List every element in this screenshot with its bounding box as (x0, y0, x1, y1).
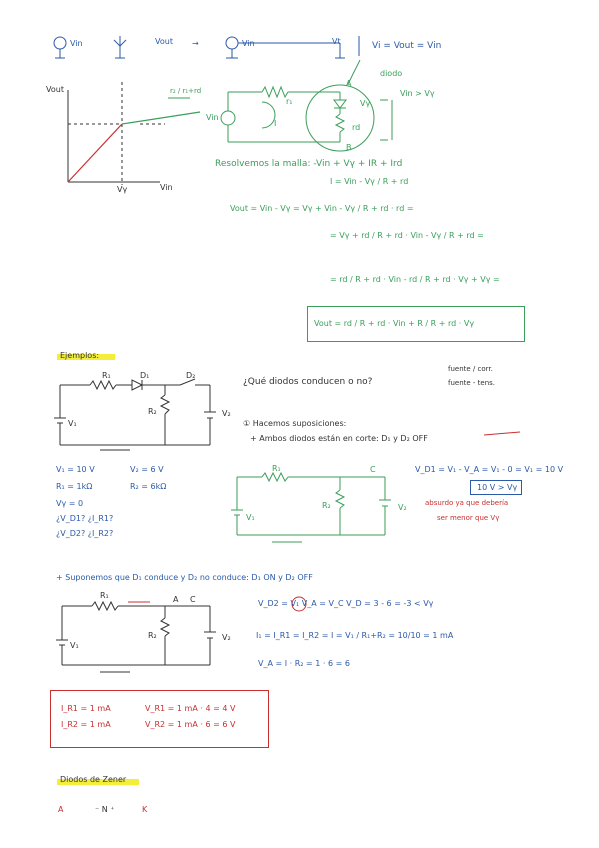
c4-v1: V₁ (70, 641, 79, 650)
transfer-graph (68, 82, 200, 185)
absurdo-line-2: ser menor que Vγ (437, 514, 500, 522)
result-box-red (50, 690, 269, 748)
c4-c: C (190, 595, 196, 604)
c3-r1: R₁ (272, 464, 281, 473)
param-vgamma: Vγ = 0 (56, 499, 84, 508)
result-box (307, 306, 525, 342)
derivation-line-1: Resolvemos la malla: -Vin + Vγ + IR + Ird (215, 159, 403, 169)
fuente-tens: fuente - tens. (448, 379, 496, 387)
c1-label-b: B (346, 143, 352, 152)
ejemplos-heading: Ejemplos: (60, 351, 100, 360)
derivation-line-3: Vout = Vin - Vγ = Vγ + Vin - Vγ / R + rd · rd = (230, 204, 414, 213)
res-vr2: V_R2 = 1 mA · 6 = 6 V (145, 720, 236, 729)
c2-d2: D₂ (186, 371, 196, 380)
c3-c: C (370, 465, 376, 474)
c1-label-a: A (346, 79, 352, 88)
derivation-line-4: = Vγ + rd / R + rd · Vin - Vγ / R + rd = (330, 231, 484, 240)
circuit-2 (54, 379, 216, 450)
zener-left: A (58, 805, 64, 814)
hypothesis-1: ① Hacemos suposiciones: (243, 419, 347, 428)
result-formula: Vout = rd / R + rd · Vin + R / R + rd · Vγ (314, 319, 475, 328)
zener-right: K (142, 805, 148, 814)
c2-v2: V₂ (222, 409, 231, 418)
hypothesis-2: + Ambos diodos están en corte: D₁ y D₂ OFF (250, 434, 428, 443)
zener-heading: Diodos de Zener (60, 775, 127, 784)
c3-v2: V₂ (398, 503, 407, 512)
param-v1: V₁ = 10 V (56, 465, 95, 474)
suposicion-2: + Suponemos que D₁ conduce y D₂ no conduce: D₁ ON y D₂ OFF (56, 573, 313, 582)
top-probe-left (114, 36, 126, 58)
derivation-line-2: I = Vin - Vγ / R + rd (330, 177, 409, 186)
c3-v1: V₁ (246, 513, 255, 522)
c1-label-vin: Vin (206, 113, 219, 122)
c2-r1: R₁ (102, 371, 111, 380)
top-source-left (54, 37, 66, 58)
zener-symbol: ⁻ N ⁺ (95, 805, 115, 814)
boxed-text: 10 V > Vγ (477, 483, 518, 492)
graph-xtick: Vγ (117, 185, 128, 194)
res-vr1: V_R1 = 1 mA · 4 = 4 V (145, 704, 236, 713)
strike-mark (484, 432, 520, 435)
top-src-left-label: Vin (70, 39, 83, 48)
param-v2: V₂ = 6 V (130, 465, 164, 474)
c1-vin-vy: Vin > Vγ (400, 89, 435, 98)
c4-a: A (173, 595, 179, 604)
top-vout-left: Vout (155, 37, 173, 46)
top-vout-right: Vt (332, 37, 341, 46)
question-text: ¿Qué diodos conducen o no? (243, 377, 373, 387)
boxed-result (470, 480, 522, 495)
c2-d1: D₁ (140, 371, 150, 380)
top-src-right-label: Vin (242, 39, 255, 48)
vd1-equation: V_D1 = V₁ - V_A = V₁ - 0 = V₁ = 10 V (415, 465, 564, 474)
c4-r1: R₁ (100, 591, 109, 600)
c2-v1: V₁ (68, 419, 77, 428)
c1-label-vgamma: Vγ (360, 99, 371, 108)
param-q2: ¿V_D2? ¿I_R2? (56, 529, 114, 538)
eq-va: V_A = I · R₂ = 1 · 6 = 6 (258, 659, 350, 668)
c4-v2: V₂ (222, 633, 231, 642)
derivation-line-5: = rd / R + rd · Vin - rd / R + rd · Vγ + Vγ = (330, 275, 500, 284)
c1-label-i: I (274, 119, 277, 128)
fuente-corr: fuente / corr. (448, 365, 493, 373)
res-ir2: I_R2 = 1 mA (61, 720, 111, 729)
eq-vd2: V_D2 = V₁ V_A = V_C V_D = 3 - 6 = -3 < Vγ (258, 599, 434, 608)
absurdo-line-1: absurdo ya que debería (425, 499, 509, 507)
graph-xlabel: Vin (160, 183, 173, 192)
top-arrow: → (192, 39, 199, 48)
c1-diode-label: diodo (380, 69, 403, 78)
param-q1: ¿V_D1? ¿I_R1? (56, 514, 114, 523)
c3-r2: R₂ (322, 501, 331, 510)
graph-ylabel: Vout (46, 85, 64, 94)
circuit-4 (56, 602, 216, 672)
param-r2: R₂ = 6kΩ (130, 482, 167, 491)
eq-current: I₁ = I_R1 = I_R2 = I = V₁ / R₁+R₂ = 10/10 = 1 mA (256, 631, 454, 640)
c4-r2: R₂ (148, 631, 157, 640)
graph-green-line (122, 112, 200, 124)
c1-label-r1: r₁ (286, 97, 293, 106)
c2-r2: R₂ (148, 407, 157, 416)
top-equation: Vi = Vout = Vin (372, 41, 442, 51)
c1-label-rd: rd (352, 123, 361, 132)
param-r1: R₁ = 1kΩ (56, 482, 93, 491)
graph-red-line (68, 124, 122, 182)
circuit-3 (231, 473, 391, 542)
res-ir1: I_R1 = 1 mA (61, 704, 111, 713)
graph-slope: r₂ / r₁+rd (170, 87, 202, 95)
